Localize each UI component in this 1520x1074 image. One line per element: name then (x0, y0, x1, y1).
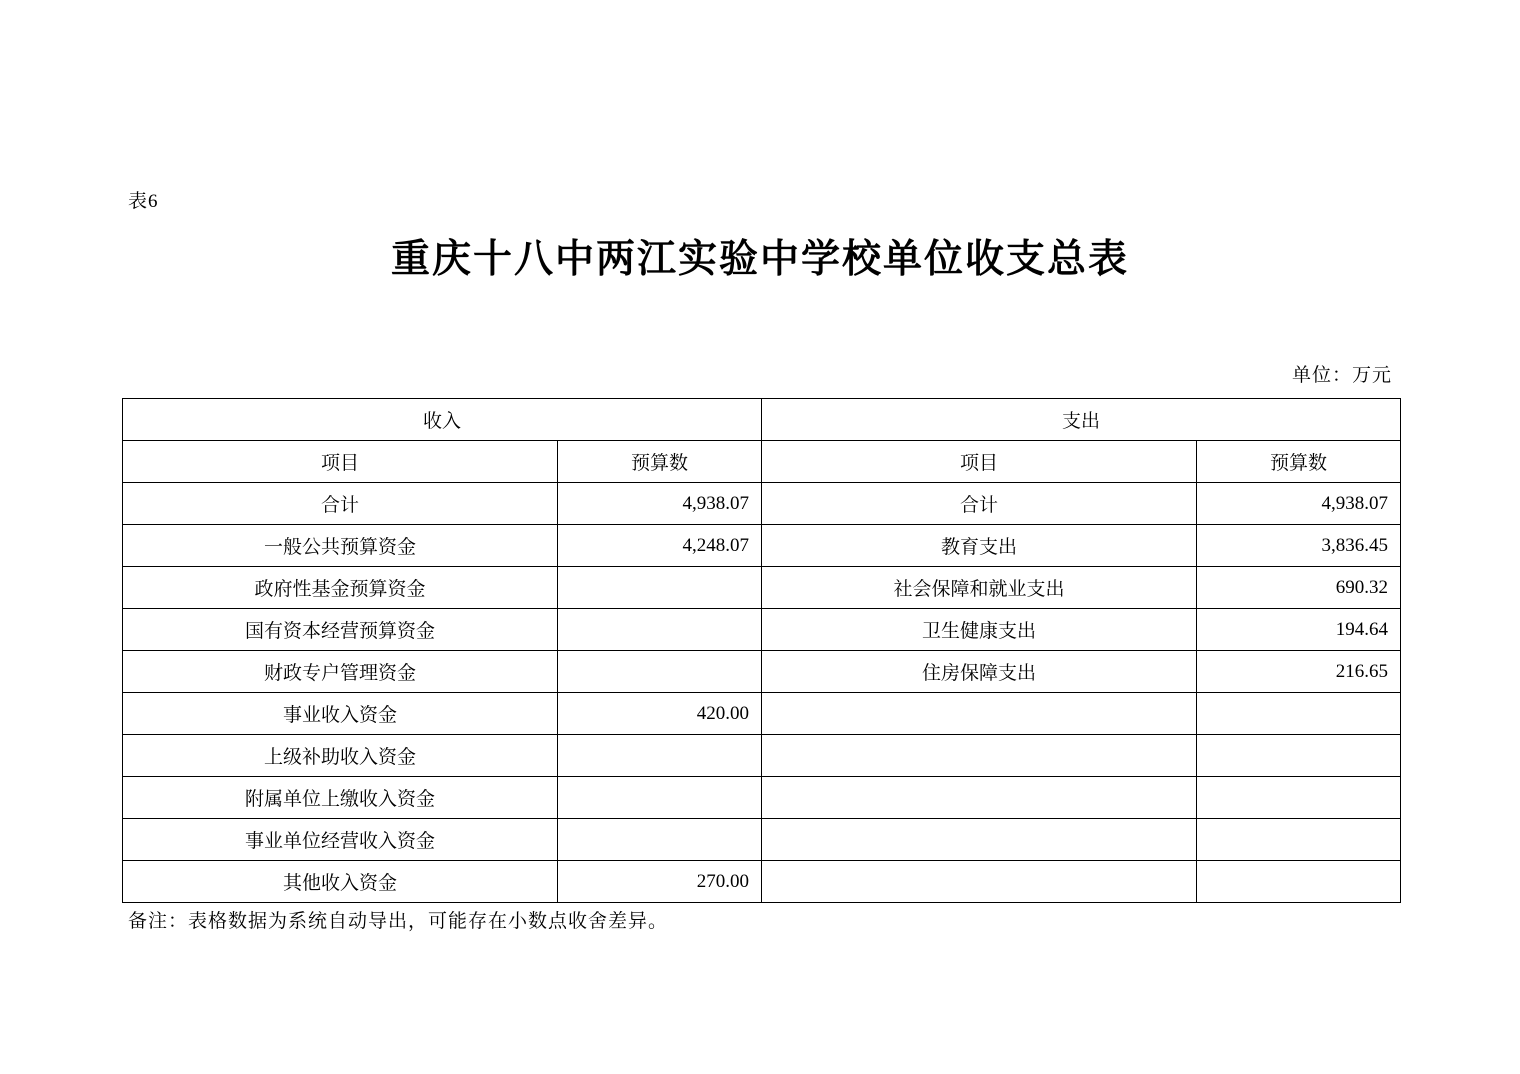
table-row (123, 483, 1401, 525)
cell-income-budget: 420.00 (558, 693, 762, 735)
cell-income-budget (558, 567, 762, 609)
sheet-label: 表6 (128, 191, 159, 212)
cell-income-budget: 4,248.07 (558, 525, 762, 567)
unit-note: 单位：万元 (1291, 365, 1392, 386)
cell-expenditure-budget: 216.65 (1197, 651, 1401, 693)
cell-income-item: 事业单位经营收入资金 (123, 819, 558, 861)
cell-income-item: 事业收入资金 (123, 693, 558, 735)
cell-income-item: 合计 (123, 483, 558, 525)
table-row (123, 735, 1401, 777)
table-row (123, 525, 1401, 567)
cell-expenditure-budget: 3,836.45 (1197, 525, 1401, 567)
cell-expenditure-item: 合计 (762, 483, 1197, 525)
table-row (123, 819, 1401, 861)
cell-income-budget (558, 819, 762, 861)
budget-table (122, 398, 1401, 903)
page-title: 重庆十八中两江实验中学校单位收支总表 (390, 236, 1129, 282)
cell-income-item: 国有资本经营预算资金 (123, 609, 558, 651)
cell-income-budget (558, 609, 762, 651)
cell-expenditure-item (762, 777, 1197, 819)
table-row (123, 861, 1401, 903)
table-row (123, 777, 1401, 819)
cell-income-budget: 4,938.07 (558, 483, 762, 525)
column-header-expenditure-item: 项目 (762, 441, 1197, 483)
cell-income-item: 上级补助收入资金 (123, 735, 558, 777)
cell-expenditure-item: 卫生健康支出 (762, 609, 1197, 651)
cell-income-budget (558, 735, 762, 777)
table-group-header-row (123, 399, 1401, 441)
cell-income-budget: 270.00 (558, 861, 762, 903)
cell-expenditure-budget (1197, 735, 1401, 777)
cell-income-item: 财政专户管理资金 (123, 651, 558, 693)
cell-expenditure-item (762, 861, 1197, 903)
cell-expenditure-item (762, 819, 1197, 861)
table-row (123, 567, 1401, 609)
cell-expenditure-item: 社会保障和就业支出 (762, 567, 1197, 609)
cell-expenditure-budget (1197, 819, 1401, 861)
cell-expenditure-item: 住房保障支出 (762, 651, 1197, 693)
cell-income-item: 政府性基金预算资金 (123, 567, 558, 609)
group-header-income: 收入 (123, 399, 762, 441)
table-column-header-row (123, 441, 1401, 483)
column-header-expenditure-budget: 预算数 (1197, 441, 1401, 483)
cell-expenditure-budget (1197, 861, 1401, 903)
cell-expenditure-item (762, 735, 1197, 777)
column-header-income-item: 项目 (123, 441, 558, 483)
table-row (123, 651, 1401, 693)
cell-expenditure-budget (1197, 693, 1401, 735)
cell-expenditure-budget: 690.32 (1197, 567, 1401, 609)
cell-expenditure-item: 教育支出 (762, 525, 1197, 567)
table-row (123, 609, 1401, 651)
table-row (123, 693, 1401, 735)
cell-income-item: 一般公共预算资金 (123, 525, 558, 567)
cell-income-item: 其他收入资金 (123, 861, 558, 903)
cell-income-budget (558, 651, 762, 693)
cell-income-budget (558, 777, 762, 819)
cell-income-item: 附属单位上缴收入资金 (123, 777, 558, 819)
column-header-income-budget: 预算数 (558, 441, 762, 483)
footnote: 备注：表格数据为系统自动导出，可能存在小数点收舍差异。 (128, 911, 669, 932)
cell-expenditure-item (762, 693, 1197, 735)
cell-expenditure-budget: 4,938.07 (1197, 483, 1401, 525)
cell-expenditure-budget: 194.64 (1197, 609, 1401, 651)
group-header-expenditure: 支出 (762, 399, 1401, 441)
cell-expenditure-budget (1197, 777, 1401, 819)
